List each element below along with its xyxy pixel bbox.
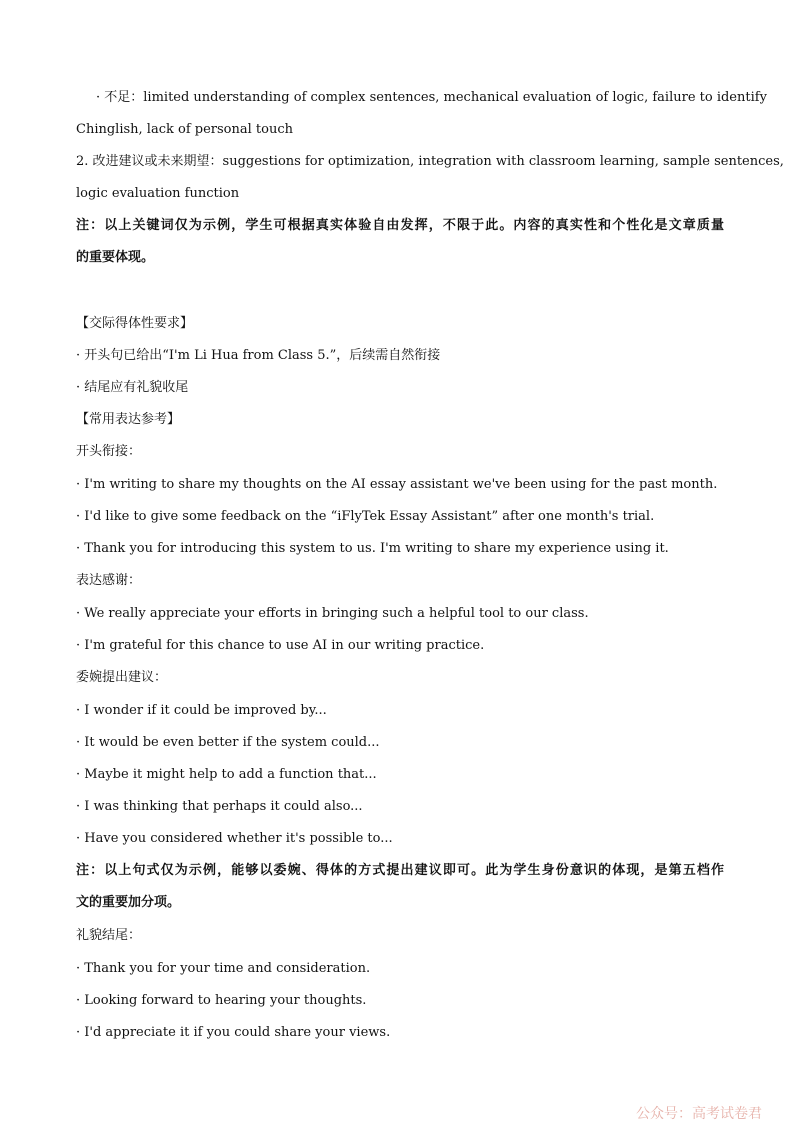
suggest-item: · I wonder if it could be improved by... (76, 703, 327, 718)
shortcomings-line-2: Chinglish, lack of personal touch (76, 122, 293, 137)
suggest-item: · Have you considered whether it's possible to... (76, 831, 393, 846)
opening-item: · Thank you for introducing this system to us. I'm writing to share my experience using it. (76, 541, 669, 556)
watermark: 公众号：高考试卷君 (636, 1106, 762, 1122)
closing-item: · I'd appreciate it if you could share your views. (76, 1025, 391, 1040)
suggest-item: · It would be even better if the system could... (76, 735, 380, 750)
opening-item: · I'd like to give some feedback on the “iFlyTek Essay Assistant” after one month's trial. (76, 509, 655, 524)
suggestions-line-2: logic evaluation function (76, 186, 240, 201)
suggest-label: 委婉提出建议： (76, 670, 168, 685)
suggest-item: · I was thinking that perhaps it could also... (76, 799, 363, 814)
thanks-item: · We really appreciate your efforts in bringing such a helpful tool to our class. (76, 606, 589, 621)
closing-label: 礼貌结尾： (76, 928, 142, 943)
opening-item: · I'm writing to share my thoughts on the AI essay assistant we've been using for the past month. (76, 477, 718, 492)
suggest-item: · Maybe it might help to add a function that... (76, 767, 377, 782)
sentence-note-line-1: 注：以上句式仅为示例，能够以委婉、得体的方式提出建议即可。此为学生身份意识的体现，是第五档作 (76, 863, 724, 878)
communication-item: · 结尾应有礼貌收尾 (76, 380, 189, 395)
closing-item: · Looking forward to hearing your thoughts. (76, 993, 367, 1008)
keyword-note-line-2: 的重要体现。 (76, 250, 155, 265)
closing-item: · Thank you for your time and consideration. (76, 961, 371, 976)
shortcomings-line-1: · 不足：limited understanding of complex sentences, mechanical evaluation of logic, failure to identify (96, 90, 767, 105)
thanks-item: · I'm grateful for this chance to use AI in our writing practice. (76, 638, 485, 653)
communication-item: · 开头句已给出“I'm Li Hua from Class 5.”，后续需自然衔接 (76, 348, 441, 363)
keyword-note-line-1: 注：以上关键词仅为示例，学生可根据真实体验自由发挥，不限于此。内容的真实性和个性化是文章质量 (76, 218, 724, 233)
opening-label: 开头衔接： (76, 444, 142, 459)
sentence-note-line-2: 文的重要加分项。 (76, 895, 181, 910)
communication-heading: 【交际得体性要求】 (76, 316, 194, 331)
thanks-label: 表达感谢： (76, 573, 142, 588)
expressions-heading: 【常用表达参考】 (76, 412, 181, 427)
suggestions-line-1: 2. 改进建议或未来期望：suggestions for optimization, integration with classroom learning, sample sentences, (76, 154, 784, 169)
